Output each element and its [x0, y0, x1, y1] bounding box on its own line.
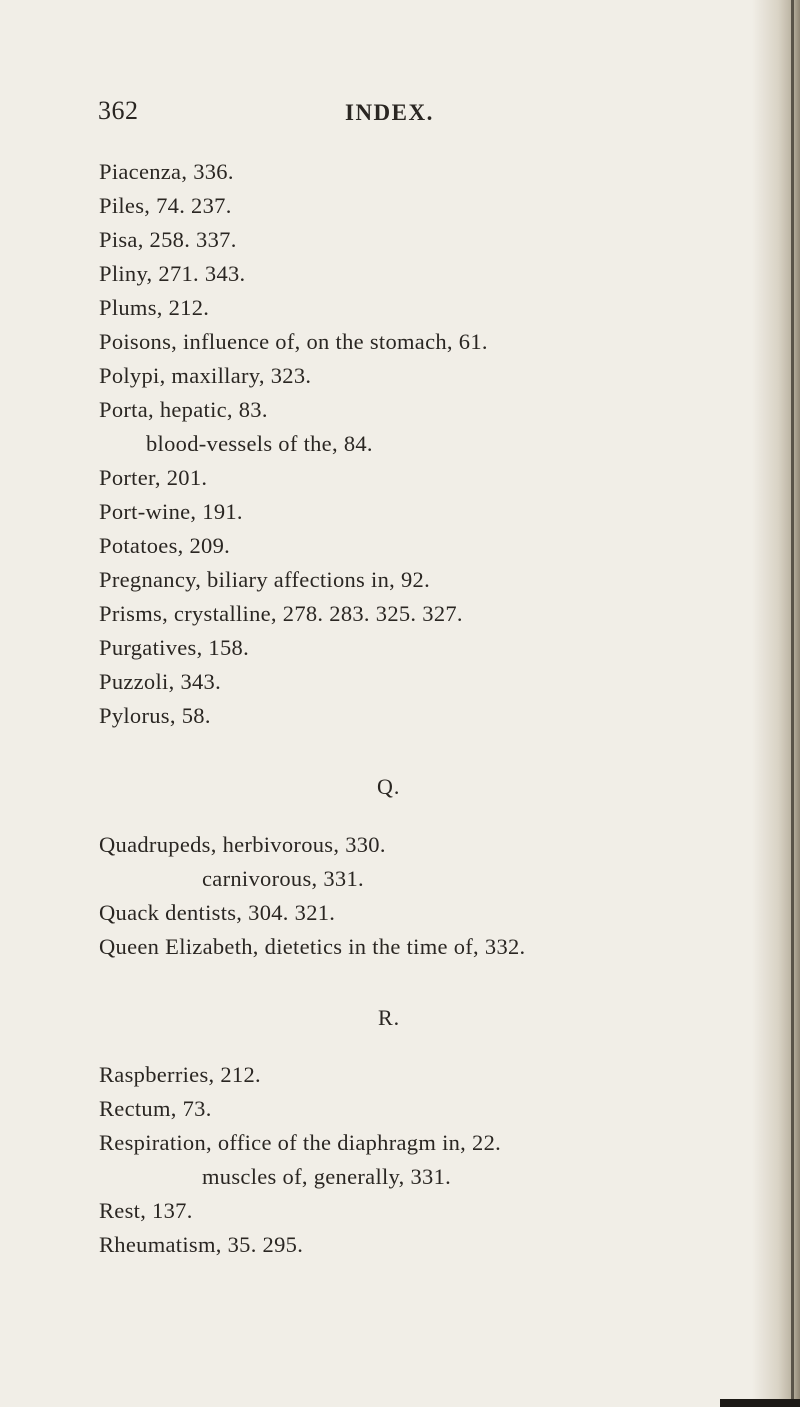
- index-entry-rectum: Rectum, 73.: [99, 1096, 212, 1121]
- index-entry-pregnancy: Pregnancy, biliary affections in, 92.: [99, 567, 431, 592]
- index-subentry-carnivorous: carnivorous, 331.: [202, 866, 364, 891]
- index-entry-potatoes: Potatoes, 209.: [99, 533, 231, 558]
- index-subentry-muscles: muscles of, generally, 331.: [202, 1164, 452, 1189]
- index-entry-respiration: Respiration, office of the diaphragm in, 22.: [99, 1130, 502, 1155]
- section-letter-q: Q.: [377, 774, 401, 799]
- index-entry-plums: Plums, 212.: [99, 295, 210, 320]
- index-entry-porta: Porta, hepatic, 83.: [99, 397, 268, 422]
- index-entry-prisms: Prisms, crystalline, 278. 283. 325. 327.: [99, 601, 463, 626]
- page-header: [98, 96, 698, 136]
- index-entry-piacenza: Piacenza, 336.: [99, 159, 234, 184]
- index-subentry-blood-vessels: blood-vessels of the, 84.: [146, 431, 373, 456]
- page-edge-line: [791, 0, 794, 1407]
- index-entry-purgatives: Purgatives, 158.: [99, 635, 250, 660]
- index-entry-polypi: Polypi, maxillary, 323.: [99, 363, 312, 388]
- index-entry-queen-elizabeth: Queen Elizabeth, dietetics in the time of, 332.: [99, 934, 526, 959]
- corner-smudge: [720, 1399, 800, 1407]
- index-entry-raspberries: Raspberries, 212.: [99, 1062, 261, 1087]
- index-entry-quadrupeds: Quadrupeds, herbivorous, 330.: [99, 832, 386, 857]
- index-entry-rheumatism: Rheumatism, 35. 295.: [99, 1232, 304, 1257]
- index-entry-puzzoli: Puzzoli, 343.: [99, 669, 222, 694]
- index-entry-port-wine: Port-wine, 191.: [99, 499, 243, 524]
- index-entry-rest: Rest, 137.: [99, 1198, 193, 1223]
- index-entry-poisons: Poisons, influence of, on the stomach, 61.: [99, 329, 488, 354]
- index-entry-pisa: Pisa, 258. 337.: [99, 227, 237, 252]
- index-entry-piles: Piles, 74. 237.: [99, 193, 232, 218]
- section-letter-r: R.: [378, 1005, 401, 1030]
- index-entry-pylorus: Pylorus, 58.: [99, 703, 211, 728]
- index-entry-quack-dentists: Quack dentists, 304. 321.: [99, 900, 336, 925]
- running-head: INDEX.: [345, 100, 434, 125]
- index-entry-porter: Porter, 201.: [99, 465, 208, 490]
- index-entry-pliny: Pliny, 271. 343.: [99, 261, 246, 286]
- page-number: 362: [98, 96, 139, 125]
